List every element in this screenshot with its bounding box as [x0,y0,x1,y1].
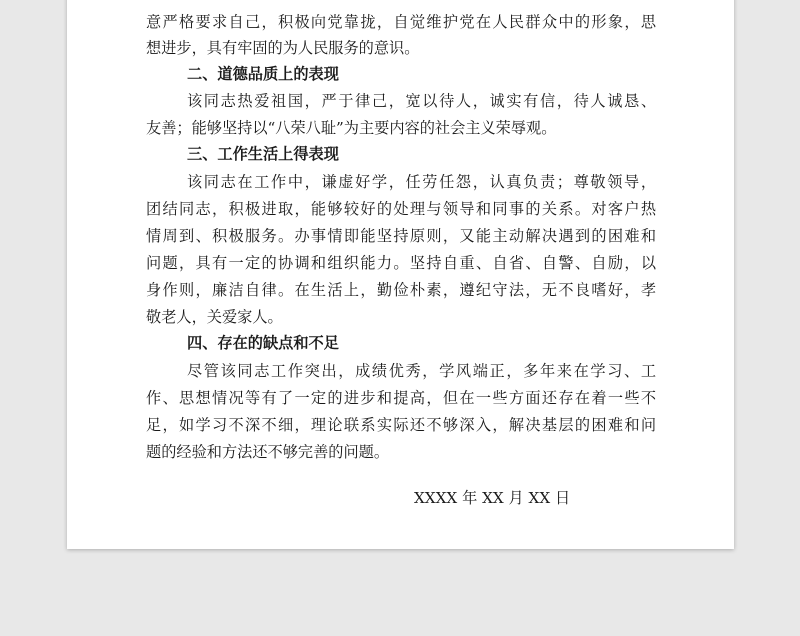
section4-heading: 四、存在的缺点和不足 [187,334,339,352]
section3-line-2: 团结同志，积极进取，能够较好的处理与领导和同事的关系。对客户热 [146,200,656,218]
section3-line-1: 该同志在工作中，谦虚好学，任劳任怨，认真负责；尊敬领导， [187,173,656,191]
section3-line-5: 身作则，廉洁自律。在生活上，勤俭朴素，遵纪守法，无不良嗜好，孝 [146,281,656,299]
intro-line-2: 想进步，具有牢固的为人民服务的意识。 [146,39,420,57]
section2-heading: 二、道德品质上的表现 [187,65,339,83]
signature-date: XXXX 年 XX 月 XX 日 [414,489,571,507]
section2-line-1: 该同志热爱祖国，严于律己，宽以待人，诚实有信，待人诚恳、 [187,92,656,110]
section3-heading: 三、工作生活上得表现 [187,145,339,163]
document-page [67,0,734,549]
section4-line-4: 题的经验和方法还不够完善的问题。 [146,443,389,461]
intro-line-1: 意严格要求自己，积极向党靠拢，自觉维护党在人民群众中的形象，思 [146,13,656,31]
section3-line-4: 问题，具有一定的协调和组织能力。坚持自重、自省、自警、自励，以 [146,254,656,272]
section4-line-1: 尽管该同志工作突出，成绩优秀，学风端正，多年来在学习、工 [187,362,656,380]
section4-line-2: 作、思想情况等有了一定的进步和提高，但在一些方面还存在着一些不 [146,389,656,407]
section3-line-6: 敬老人，关爱家人。 [146,308,283,326]
section2-line-2: 友善；能够坚持以“八荣八耻”为主要内容的社会主义荣辱观。 [146,119,557,137]
section4-line-3: 足，如学习不深不细，理论联系实际还不够深入，解决基层的困难和问 [146,416,656,434]
section3-line-3: 情周到、积极服务。办事情即能坚持原则，又能主动解决遇到的困难和 [146,227,656,245]
